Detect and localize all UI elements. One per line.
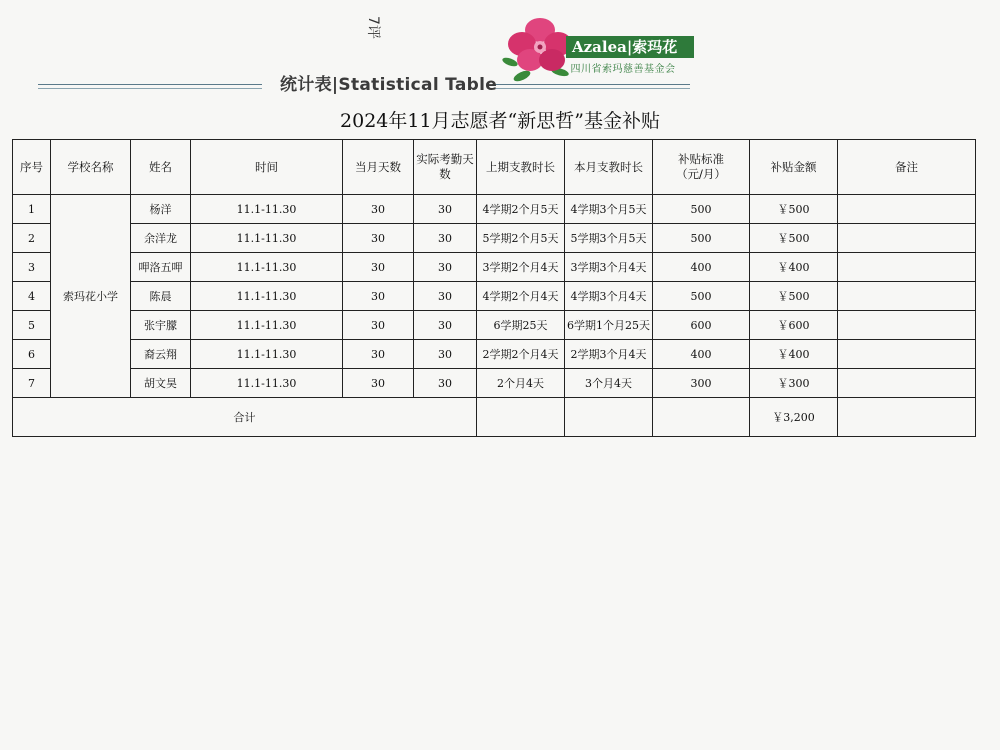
- school-name: 索玛花小学: [51, 195, 131, 398]
- volunteer-name: 张宇朦: [131, 311, 191, 340]
- volunteer-name: 呷洛五呷: [131, 253, 191, 282]
- subsidy-amount: ￥600: [750, 311, 838, 340]
- row-number: 7: [13, 369, 51, 398]
- table-row: [13, 340, 976, 369]
- curr-duration: 2学期3个月4天: [565, 340, 653, 369]
- prev-duration: 4学期2个月4天: [477, 282, 565, 311]
- period: 11.1-11.30: [191, 340, 343, 369]
- column-header: 补贴标准 （元/月）: [653, 140, 750, 195]
- note: [838, 311, 976, 340]
- row-number: 2: [13, 224, 51, 253]
- note: [838, 369, 976, 398]
- column-header: 上期支教时长: [477, 140, 565, 195]
- document-title: 2024年11月志愿者“新思哲”基金补贴: [340, 110, 660, 132]
- subsidy-standard: 500: [653, 224, 750, 253]
- column-header: 序号: [13, 140, 51, 195]
- period: 11.1-11.30: [191, 282, 343, 311]
- prev-duration: 3学期2个月4天: [477, 253, 565, 282]
- period: 11.1-11.30: [191, 195, 343, 224]
- total-note: [838, 398, 976, 437]
- actual-days: 30: [414, 311, 477, 340]
- subsidy-amount: ￥400: [750, 340, 838, 369]
- total-row: [13, 398, 976, 437]
- curr-duration: 4学期3个月5天: [565, 195, 653, 224]
- table-row: [13, 369, 976, 398]
- prev-duration: 6学期25天: [477, 311, 565, 340]
- note: [838, 282, 976, 311]
- total-standard: [653, 398, 750, 437]
- actual-days: 30: [414, 253, 477, 282]
- handwritten-page-mark: 7评: [365, 16, 381, 39]
- curr-duration: 4学期3个月4天: [565, 282, 653, 311]
- actual-days: 30: [414, 340, 477, 369]
- prev-duration: 2学期2个月4天: [477, 340, 565, 369]
- subsidy-standard: 400: [653, 253, 750, 282]
- month-days: 30: [343, 369, 414, 398]
- logo-brand-text: Azalea|索玛花: [566, 36, 694, 58]
- row-number: 4: [13, 282, 51, 311]
- curr-duration: 5学期3个月5天: [565, 224, 653, 253]
- curr-duration: 6学期1个月25天: [565, 311, 653, 340]
- prev-duration: 5学期2个月5天: [477, 224, 565, 253]
- actual-days: 30: [414, 224, 477, 253]
- subsidy-standard: 500: [653, 282, 750, 311]
- subsidy-amount: ￥500: [750, 282, 838, 311]
- month-days: 30: [343, 253, 414, 282]
- note: [838, 224, 976, 253]
- total-amount: ￥3,200: [750, 398, 838, 437]
- statistical-table-heading: 统计表|Statistical Table: [280, 75, 498, 95]
- month-days: 30: [343, 224, 414, 253]
- table-header-row: [13, 140, 976, 195]
- period: 11.1-11.30: [191, 253, 343, 282]
- subsidy-amount: ￥500: [750, 195, 838, 224]
- prev-duration: 2个月4天: [477, 369, 565, 398]
- volunteer-name: 余洋龙: [131, 224, 191, 253]
- subsidy-standard: 400: [653, 340, 750, 369]
- column-header: 姓名: [131, 140, 191, 195]
- month-days: 30: [343, 195, 414, 224]
- actual-days: 30: [414, 369, 477, 398]
- period: 11.1-11.30: [191, 369, 343, 398]
- subsidy-standard: 300: [653, 369, 750, 398]
- volunteer-name: 陈晨: [131, 282, 191, 311]
- volunteer-name: 裔云翔: [131, 340, 191, 369]
- table-row: [13, 282, 976, 311]
- column-header: 实际考勤天数: [414, 140, 477, 195]
- logo-subtitle: 四川省索玛慈善基金会: [570, 64, 676, 75]
- row-number: 3: [13, 253, 51, 282]
- column-header: 补贴金额: [750, 140, 838, 195]
- table-row: [13, 253, 976, 282]
- prev-duration: 4学期2个月5天: [477, 195, 565, 224]
- subsidy-amount: ￥300: [750, 369, 838, 398]
- subsidy-standard: 600: [653, 311, 750, 340]
- volunteer-name: 胡文昊: [131, 369, 191, 398]
- column-header: 当月天数: [343, 140, 414, 195]
- note: [838, 253, 976, 282]
- azalea-logo: [500, 14, 700, 84]
- subsidy-standard: 500: [653, 195, 750, 224]
- subsidy-amount: ￥400: [750, 253, 838, 282]
- total-curr-duration: [565, 398, 653, 437]
- note: [838, 340, 976, 369]
- period: 11.1-11.30: [191, 311, 343, 340]
- note: [838, 195, 976, 224]
- row-number: 1: [13, 195, 51, 224]
- volunteer-name: 杨洋: [131, 195, 191, 224]
- total-label: 合计: [13, 398, 477, 437]
- table-row: [13, 311, 976, 340]
- month-days: 30: [343, 311, 414, 340]
- subsidy-table: [12, 139, 976, 437]
- month-days: 30: [343, 282, 414, 311]
- actual-days: 30: [414, 282, 477, 311]
- month-days: 30: [343, 340, 414, 369]
- curr-duration: 3个月4天: [565, 369, 653, 398]
- column-header: 备注: [838, 140, 976, 195]
- row-number: 5: [13, 311, 51, 340]
- period: 11.1-11.30: [191, 224, 343, 253]
- table-row: [13, 195, 976, 224]
- column-header: 学校名称: [51, 140, 131, 195]
- table-row: [13, 224, 976, 253]
- curr-duration: 3学期3个月4天: [565, 253, 653, 282]
- actual-days: 30: [414, 195, 477, 224]
- column-header: 时间: [191, 140, 343, 195]
- row-number: 6: [13, 340, 51, 369]
- subsidy-amount: ￥500: [750, 224, 838, 253]
- total-prev-duration: [477, 398, 565, 437]
- column-header: 本月支教时长: [565, 140, 653, 195]
